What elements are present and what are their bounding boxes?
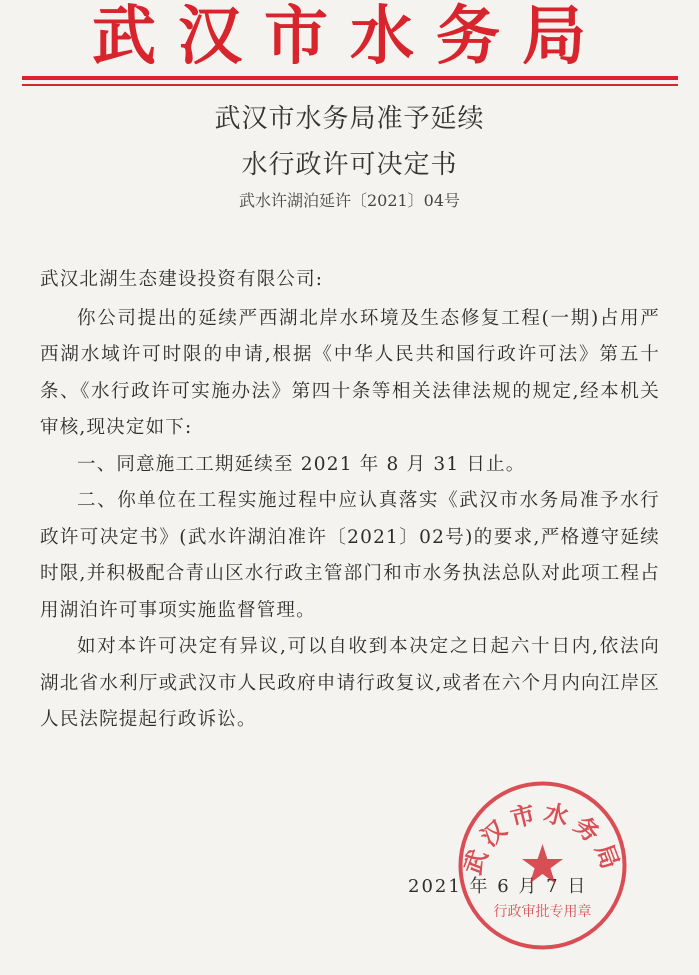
letterhead-title: 武汉市水务局 (92, 0, 608, 74)
paragraph-decision-1: 一、同意施工工期延续至 2021 年 8 月 31 日止。 (77, 453, 526, 475)
paragraph-application: 你公司提出的延续严西湖北岸水环境及生态修复工程(一期)占用严西湖水域许可时限的申请,根据《中华人民共和国行政许可法》第五十条、《水行政许可实施办法》第四十条等相关法律法规的规定,经本机关审核,现决定如下: (40, 307, 660, 438)
seal-arc-text: 武汉市水务局 (457, 797, 628, 879)
seal-stamp-graphic (455, 778, 630, 953)
letterhead-rule-thick (22, 76, 678, 80)
document-number: 武水许湖泊延许〔2021〕04号 (238, 191, 461, 210)
paragraph-appeal: 如对本许可决定有异议,可以自收到本决定之日起六十日内,依法向湖北省水利厅或武汉市人民政府申请行政复议,或者在六个月内向江岸区人民法院提起行政诉讼。 (40, 636, 660, 730)
document-title-line2: 水行政许可决定书 (241, 150, 458, 180)
document-body (40, 262, 660, 739)
document-title-line1: 武汉市水务局准予延续 (214, 104, 485, 134)
letterhead-rule-thin (22, 84, 678, 86)
official-seal (455, 778, 630, 953)
seal-bottom-text: 行政审批专用章 (493, 904, 592, 920)
paragraph-decision-2: 二、你单位在工程实施过程中应认真落实《武汉市水务局准予水行政许可决定书》(武水许湖泊准许〔2021〕02号)的要求,严格遵守延续时限,并积极配合青山区水行政主管部门和市水务执法总队对此项工程占用湖泊许可事项实施监督管理。 (40, 490, 660, 621)
addressee: 武汉北湖生态建设投资有限公司: (40, 269, 324, 290)
seal-star-icon (522, 844, 563, 883)
signature-date: 2021 年 6 月 7 日 (408, 876, 588, 897)
